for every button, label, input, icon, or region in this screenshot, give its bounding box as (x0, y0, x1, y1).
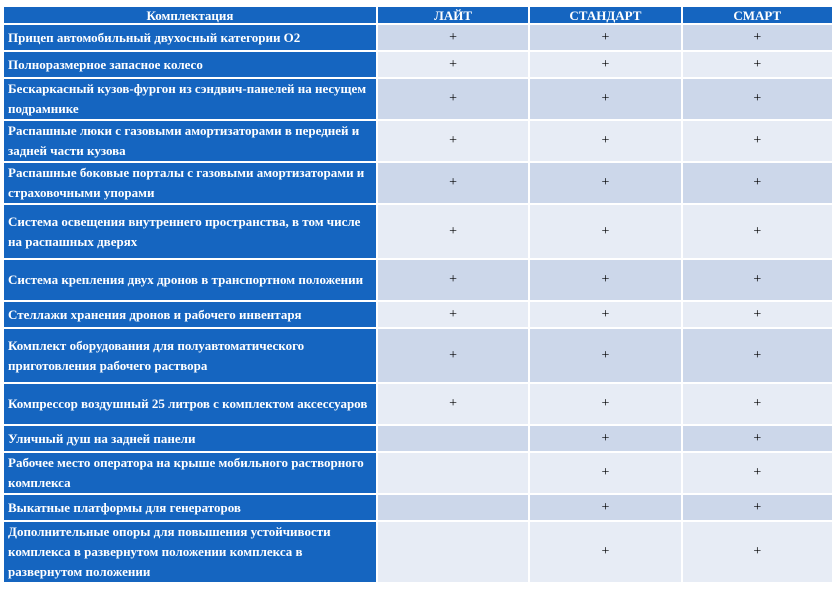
table-row (4, 453, 832, 493)
table-row (4, 25, 832, 50)
lite-cell (378, 453, 528, 493)
smart-cell: + (683, 121, 832, 161)
lite-cell: + (378, 163, 528, 203)
table-row (4, 121, 832, 161)
lite-cell: + (378, 205, 528, 258)
feature-cell: Прицеп автомобильный двухосный категории О2 (4, 25, 376, 50)
smart-cell: + (683, 302, 832, 327)
feature-cell: Дополнительные опоры для повышения устойчивости комплекса в развернутом положении комплекса в развернутом положении (4, 522, 376, 582)
feature-cell: Уличный душ на задней панели (4, 426, 376, 451)
feature-cell: Компрессор воздушный 25 литров с комплектом аксессуаров (4, 384, 376, 424)
header-standard: СТАНДАРТ (530, 7, 680, 23)
table-row (4, 79, 832, 119)
standard-cell: + (530, 453, 680, 493)
lite-cell: + (378, 79, 528, 119)
lite-cell: + (378, 329, 528, 382)
table-row (4, 163, 832, 203)
table-row (4, 384, 832, 424)
smart-cell: + (683, 522, 832, 582)
smart-cell: + (683, 453, 832, 493)
table-row (4, 52, 832, 77)
table-row (4, 302, 832, 327)
header-lite: ЛАЙТ (378, 7, 528, 23)
table-row (4, 522, 832, 582)
table-row (4, 205, 832, 258)
lite-cell: + (378, 260, 528, 300)
lite-cell (378, 495, 528, 520)
smart-cell: + (683, 384, 832, 424)
feature-cell: Система крепления двух дронов в транспортном положении (4, 260, 376, 300)
lite-cell (378, 522, 528, 582)
standard-cell: + (530, 25, 680, 50)
feature-cell: Комплект оборудования для полуавтоматического приготовления рабочего раствора (4, 329, 376, 382)
smart-cell: + (683, 205, 832, 258)
feature-cell: Стеллажи хранения дронов и рабочего инвентаря (4, 302, 376, 327)
table-row (4, 495, 832, 520)
standard-cell: + (530, 52, 680, 77)
smart-cell: + (683, 163, 832, 203)
standard-cell: + (530, 302, 680, 327)
standard-cell: + (530, 329, 680, 382)
equipment-comparison-table (2, 5, 834, 584)
lite-cell: + (378, 25, 528, 50)
feature-cell: Система освещения внутреннего пространства, в том числе на распашных дверях (4, 205, 376, 258)
smart-cell: + (683, 52, 832, 77)
standard-cell: + (530, 121, 680, 161)
smart-cell: + (683, 329, 832, 382)
smart-cell: + (683, 260, 832, 300)
feature-cell: Полноразмерное запасное колесо (4, 52, 376, 77)
standard-cell: + (530, 205, 680, 258)
header-row (4, 7, 832, 23)
standard-cell: + (530, 522, 680, 582)
standard-cell: + (530, 163, 680, 203)
lite-cell: + (378, 52, 528, 77)
header-smart: СМАРТ (683, 7, 832, 23)
standard-cell: + (530, 384, 680, 424)
standard-cell: + (530, 79, 680, 119)
feature-cell: Рабочее место оператора на крыше мобильного растворного комплекса (4, 453, 376, 493)
feature-cell: Распашные боковые порталы с газовыми амортизаторами и страховочными упорами (4, 163, 376, 203)
standard-cell: + (530, 495, 680, 520)
feature-cell: Выкатные платформы для генераторов (4, 495, 376, 520)
feature-cell: Распашные люки с газовыми амортизаторами в передней и задней части кузова (4, 121, 376, 161)
smart-cell: + (683, 79, 832, 119)
standard-cell: + (530, 260, 680, 300)
table-row (4, 329, 832, 382)
header-feature: Комплектация (4, 7, 376, 23)
feature-cell: Бескаркасный кузов-фургон из сэндвич-панелей на несущем подрамнике (4, 79, 376, 119)
standard-cell: + (530, 426, 680, 451)
lite-cell: + (378, 121, 528, 161)
smart-cell: + (683, 495, 832, 520)
smart-cell: + (683, 426, 832, 451)
lite-cell: + (378, 384, 528, 424)
table-row (4, 426, 832, 451)
table-row (4, 260, 832, 300)
smart-cell: + (683, 25, 832, 50)
lite-cell: + (378, 302, 528, 327)
lite-cell (378, 426, 528, 451)
